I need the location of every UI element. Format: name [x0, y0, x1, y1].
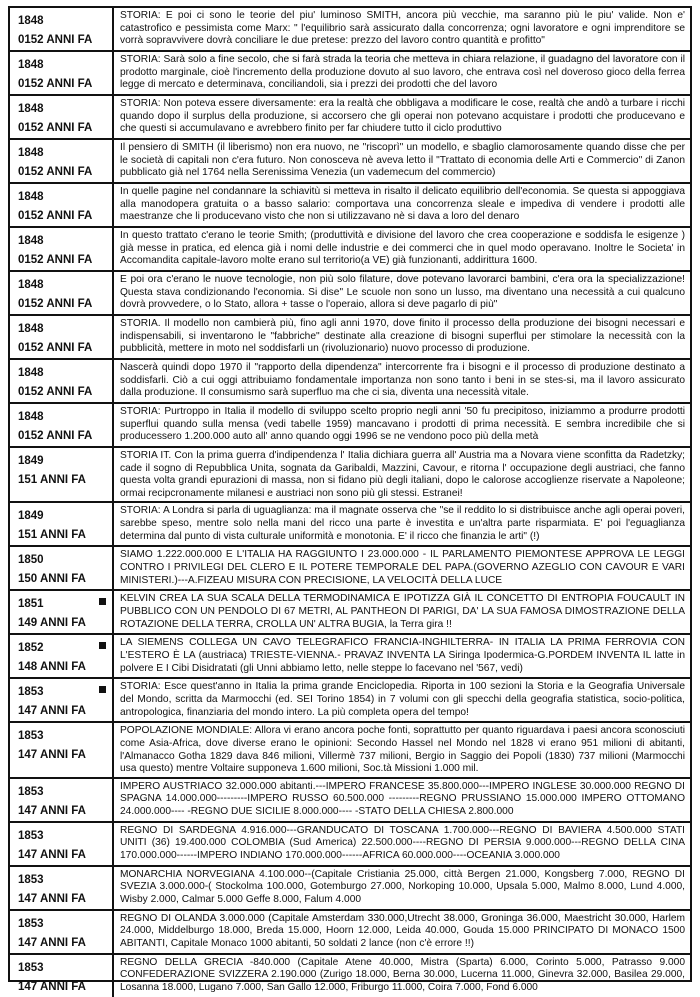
- date-cell: [10, 723, 114, 776]
- years-ago: 147 ANNI FA: [18, 705, 86, 718]
- table-row: [10, 911, 690, 955]
- entry-text-content: STORIA: E poi ci sono le teorie del piu' luminoso SMITH, ancora più vecchie, ma saranno più le piu' valide. Non e' catastrofico e pessimista come Marx: " l'equilibrio sarà assicurato dalla concorrenza; ogni lavoratore e ogni imprenditore se vorrà sopravvivere dovrà conciliare le due pretese: prezzo del lavoro contro quantità e profitto": [120, 10, 685, 47]
- table-row: [10, 272, 690, 316]
- years-ago: 148 ANNI FA: [18, 661, 86, 674]
- years-ago: 151 ANNI FA: [18, 474, 86, 486]
- entry-text: [114, 316, 690, 358]
- year: 1849: [18, 455, 44, 467]
- years-ago: 0152 ANNI FA: [18, 298, 93, 310]
- year: 1853: [18, 829, 44, 842]
- table-row: [10, 867, 690, 911]
- year: 1848: [18, 279, 44, 291]
- years-ago: 147 ANNI FA: [18, 980, 86, 993]
- table-row: [10, 635, 690, 679]
- table-row: [10, 823, 690, 867]
- years-ago: 147 ANNI FA: [18, 892, 86, 905]
- entry-text-content: In questo trattato c'erano le teorie Smith; (produttività e divisione del lavoro che crea cooperazione e soddisfa le esigenze ) già messe in pratica, ed elenca già i nomi delle industrie e dei commerci che in quel modo operavano. Inoltre le Societa' in Accomandita capitale-lavoro molte erano sul territorio(a VE) già funzionanti, addirittura 1600.: [120, 230, 685, 267]
- years-ago: 147 ANNI FA: [18, 848, 86, 861]
- year: 1850: [18, 554, 44, 567]
- entry-text: [114, 591, 690, 633]
- date-cell: [10, 503, 114, 545]
- years-ago: 149 ANNI FA: [18, 617, 86, 630]
- table-row: [10, 96, 690, 140]
- entry-text-content: REGNO DI OLANDA 3.000.000 (Capitale Amsterdam 330.000,Utrecht 38.000, Groninga 36.000, Maestricht 30.000, Harlem 24.000, Middelburgo 18.000, Breda 15.000, Hoorn 12.000, Leida 40.000, Gouda 15.000 PRINCIPATO DI MONACO 1500 ABITANTI, Capitale Monaco 1000 abitanti, 50 soldati 2 lance (non c'è errore !!): [120, 912, 685, 949]
- entry-text: [114, 955, 690, 997]
- entry-text: [114, 8, 690, 50]
- table-row: [10, 8, 690, 52]
- entry-text: [114, 867, 690, 909]
- entry-text-content: STORIA. Il modello non cambierà più, fino agli anni 1970, dove finito il processo della produzione dei bisogni necessari e indispensabili, si inventarono le "fabbriche" destinate alla creazione di bisogni superflui per stimolare la necessità con la pubblicità, mettere in moto nel soddisfarli un (rivoluzionario) nuovo processo di produzione.: [120, 318, 685, 355]
- entry-text-content: REGNO DI SARDEGNA 4.916.000---GRANDUCATO DI TOSCANA 1.700.000---REGNO DI BAVIERA 4.500.000 STATI UNITI (36) 19.400.000 COLOMBIA (Sud America) 22.500.000----REGNO DI PERSIA 9.000.000---REGNO DELLA CINA 170.000.000------IMPERO INDIANO 170.000.000------AFRICA 60.000.000----OCEANIA 3.000.000: [120, 824, 685, 861]
- date-cell: [10, 823, 114, 865]
- table-row: [10, 679, 690, 723]
- entry-text-content: REGNO DELLA GRECIA -840.000 (Capitale Atene 40.000, Mistra (Sparta) 6.000, Corinto 5.000, Patrasso 9.000 CONFEDERAZIONE SVIZZERA 2.190.000 (Zurigo 18.000, Berna 30.000, Lucerna 11.000, Ginevra 32.000, Basilea 29.000, Losanna 18.000, Lugano 7.000, San Gallo 12.000, Friburgo 11.000, Coira 7.000, Fond 6.000: [120, 956, 685, 993]
- date-cell: [10, 679, 114, 721]
- years-ago: 0152 ANNI FA: [18, 430, 93, 442]
- entry-text: [114, 52, 690, 94]
- years-ago: 151 ANNI FA: [18, 529, 86, 542]
- entry-text-content: In quelle pagine nel condannare la schiavitù si metteva in risalto il delicato equilibrio dell'economia. Se questa si appoggiava alla manodopera gratuita o a basso salario: comportava una concorrenza sleale e impediva di vendere i prodotti alle maestranze che li producevano visto che non si utilizzavano nè si dava a loro del denaro: [120, 186, 685, 223]
- year: 1848: [18, 103, 44, 115]
- year: 1853: [18, 961, 44, 974]
- entry-text: [114, 823, 690, 865]
- entry-text-content: MONARCHIA NORVEGIANA 4.100.000--(Capitale Cristiania 25.000, città Bergen 21.000, Kongsberg 7.000, REGNO DI SVEZIA 3.000.000-( Stockolma 100.000, Gotemburgo 27.000, Norkoping 10.000, Upsala 5.000, Malmo 8.000, Lund 4.000, Wisby 2.000, Calmar 5.000 Geffe 8.000, Falum 4.000: [120, 868, 685, 905]
- year: 1848: [18, 147, 44, 159]
- entry-text-content: E poi ora c'erano le nuove tecnologie, non più solo filature, dove potevano lavorarci bambini, c'era ora la specializzazione! Questa stava condizionando l'economia. Si dise" Le scuole non sono un lusso, ma diventano una necessità a cui qualcuno dovrà provvedere, o lo Stato, allora + tasse o l'operaio, allora si deve pagarlo di più": [120, 274, 685, 311]
- entry-text-content: KELVIN CREA LA SUA SCALA DELLA TERMODINAMICA E IPOTIZZA GIÀ IL CONCETTO DI ENTROPIA FOUCAULT IN PUBBLICO CON UN PENDOLO DI 67 METRI, AL PANTHEON DI PARIGI, DA' LA SUA FAMOSA DIMOSTRAZIONE DELLA ROTAZIONE DELLA TERRA, CROLLA UN' ALTRA BUGIA, la Terra gira !!: [120, 593, 685, 630]
- table-row: [10, 140, 690, 184]
- table-row: [10, 316, 690, 360]
- entry-text: [114, 228, 690, 270]
- entry-text: [114, 911, 690, 953]
- date-cell: [10, 228, 114, 270]
- date-cell: [10, 360, 114, 402]
- year: 1853: [18, 686, 44, 699]
- entry-text-content: LA SIEMENS COLLEGA UN CAVO TELEGRAFICO FRANCIA-INGHILTERRA- IN ITALIA LA PRIMA FERROVIA CON L'ESTERO È LA (austriaca) TRIESTE-VIENNA.- PRAVAZ INVENTA LA Siringa Ipodermica-G.PORDEM INVENTA IL latte in polvere E I Cibi Disidratati (gli Unni abbiamo letto, nelle steppe lo facevano nel '567, vedi): [120, 637, 685, 674]
- entry-text-content: Nascerà quindi dopo 1970 il "rapporto della dipendenza" intercorrente fra i bisogni e il processo di produzione destinato a soddisfarli. Ciò a cui oggi attribuiamo fondamentale importanza non sono tanto i beni in se stes-si, ma il lavoro assicurato dalla produzione. Il consumismo sarà superfluo ma che ci sia, diventa una necessità vitale.: [120, 362, 685, 399]
- year: 1849: [18, 510, 44, 523]
- table-row: [10, 723, 690, 778]
- entry-text-content: STORIA: Esce quest'anno in Italia la prima grande Enciclopedia. Riporta in 100 sezioni la Storia e la Geografia Universale del Mondo, scritta da Marmocchi (ed. SEI Torino 1854) in 7 volumi con gli specchi della geografia statistica, socio-politica, antropologica, finanziaria del mondo intero. La più completa opera del tempo!: [120, 681, 685, 718]
- year: 1848: [18, 367, 44, 379]
- years-ago: 147 ANNI FA: [18, 804, 86, 817]
- entry-text-content: Il pensiero di SMITH (il liberismo) non era nuovo, ne "riscoprì" un modello, e sbaglio clamorosamente quando disse che per le società di capitali non c'era futuro. Non conosceva nè aveva letto il "Trattato di economia delle Arti e Commercio" di Zanon pubblicato già nel 1764 nella Serenissima Venezia (un vademecum del commercio): [120, 142, 685, 179]
- date-cell: [10, 779, 114, 821]
- entry-text-content: IMPERO AUSTRIACO 32.000.000 abitanti.---IMPERO FRANCESE 35.800.000---IMPERO INGLESE 30.000.000 REGNO DI SPAGNA 14.000.000---------IMPERO RUSSO 60.500.000 ---------REGNO PRUSSIANO 15.000.000 IMPERO OTTOMANO 24.000.000---- -REGNO DUE SICILIE 8.000.000---- -STATO DELLA CHIESA 2.800.000: [120, 780, 685, 817]
- table-row: [10, 228, 690, 272]
- table-row: [10, 360, 690, 404]
- year: 1848: [18, 15, 44, 27]
- entry-text: [114, 96, 690, 138]
- year: 1848: [18, 411, 44, 423]
- entry-text: [114, 503, 690, 545]
- table-row: [10, 503, 690, 547]
- entry-text: [114, 272, 690, 314]
- date-cell: [10, 404, 114, 446]
- table-row: [10, 547, 690, 591]
- date-cell: [10, 96, 114, 138]
- date-cell: [10, 867, 114, 909]
- date-cell: [10, 272, 114, 314]
- bullet-marker: [99, 598, 106, 605]
- entry-text-content: STORIA: A Londra si parla di uguaglianza: ma il magnate osserva che "se il reddito lo si distribuisce anche agli operai poveri, sarebbe speso, mentre solo nella mani del ricco una parte è investita e un'altra parte risparmiata. E' poi l'eguaglianza determina dal punto di vista culturale uniformità e monotonia. E' il ricco che finanzia le arti" (!): [120, 505, 685, 542]
- year: 1848: [18, 59, 44, 71]
- bullet-marker: [99, 642, 106, 649]
- table-row: [10, 404, 690, 448]
- years-ago: 0152 ANNI FA: [18, 254, 93, 266]
- entry-text: [114, 184, 690, 226]
- years-ago: 0152 ANNI FA: [18, 166, 93, 178]
- date-cell: [10, 591, 114, 633]
- year: 1848: [18, 191, 44, 203]
- bullet-marker: [99, 686, 106, 693]
- year: 1853: [18, 873, 44, 886]
- years-ago: 150 ANNI FA: [18, 573, 86, 586]
- year: 1853: [18, 785, 44, 798]
- date-cell: [10, 184, 114, 226]
- entry-text: [114, 723, 690, 776]
- date-cell: [10, 8, 114, 50]
- table-row: [10, 184, 690, 228]
- years-ago: 0152 ANNI FA: [18, 210, 93, 222]
- entry-text-content: STORIA: Purtroppo in Italia il modello di sviluppo scelto proprio negli anni '50 fu precipitoso, iniziammo a produrre prodotti superflui quando sulla mensa (vedi tabelle 1959) mancavano i prodotti di prima necessità. E sembra incredibile che si producessero 1.200.000 auto all' anno quando oggi 1996 se ne vendono poco più della metà: [120, 406, 685, 443]
- table-row: [10, 591, 690, 635]
- table-row: [10, 448, 690, 503]
- date-cell: [10, 140, 114, 182]
- entry-text: [114, 140, 690, 182]
- date-cell: [10, 52, 114, 94]
- entry-text: [114, 547, 690, 589]
- date-cell: [10, 955, 114, 997]
- entry-text: [114, 635, 690, 677]
- table-row: [10, 52, 690, 96]
- entry-text: [114, 404, 690, 446]
- years-ago: 0152 ANNI FA: [18, 342, 93, 354]
- year: 1852: [18, 642, 44, 655]
- entry-text: [114, 360, 690, 402]
- entry-text: [114, 779, 690, 821]
- entry-text-content: STORIA: Sarà solo a fine secolo, che si farà strada la teoria che metteva in chiara relazione, il guadagno del lavoratore con il prodotto marginale, cioè l'incremento della produzione dovuto al suo lavoro, che entrava così nel doveroso gioco della ferrea legge di mercato e determinava, conciliandoli, sia i prezzi dei prodotti che del lavoro: [120, 54, 685, 91]
- date-cell: [10, 316, 114, 358]
- years-ago: 147 ANNI FA: [18, 749, 86, 762]
- entry-text-content: POPOLAZIONE MONDIALE: Allora vi erano ancora poche fonti, soprattutto per quanto riguardava i paesi ancora sconosciuti come Asia-Africa, dove diverse erano le opinioni: Secondo Hassel nel Mondo nel 1828 vi erano 951 milioni di abitanti, l'Almanacco Gotha 1829 dava 846 milioni, Villermè 737 milioni, Bergio in Saggio dei Popoli (1830) 737 milioni (Marmocchi usa questo) mentre Voltaire supponeva 1.600 milioni, Soc.tà Missioni 1.000 mil.: [120, 725, 685, 775]
- years-ago: 0152 ANNI FA: [18, 122, 93, 134]
- year: 1851: [18, 598, 44, 611]
- years-ago: 147 ANNI FA: [18, 936, 86, 949]
- table-row: [10, 779, 690, 823]
- years-ago: 0152 ANNI FA: [18, 386, 93, 398]
- year: 1853: [18, 917, 44, 930]
- date-cell: [10, 448, 114, 501]
- year: 1848: [18, 235, 44, 247]
- entry-text: [114, 448, 690, 501]
- years-ago: 0152 ANNI FA: [18, 34, 93, 46]
- year: 1853: [18, 730, 44, 743]
- entry-text-content: STORIA IT. Con la prima guerra d'indipendenza l' Italia dichiara guerra all' Austria ma a Novara viene sconfitta da Radetzky; cade il sogno di Repubblica Unita, sognata da Garibaldi, Mazzini, Cavour, e ritorna l' occupazione degli austriaci, che fanno questa volta grandi epurazioni di massa, non si fidano più degli italiani, dopo le calorose accoglienze riservate a Napoleone; ormai recipcronamente milanesi e austriaci non sono più gli stessi. Estranei!: [120, 450, 685, 499]
- years-ago: 0152 ANNI FA: [18, 78, 93, 90]
- entry-text-content: STORIA: Non poteva essere diversamente: era la realtà che obbligava a modificare le cose, realtà che andò a turbare i ricchi quando dopo il surplus della produzione, si accorsero che gli operai non potevano acquistare i prodotti che producevano e che questi si accumulavano e avrebbero finito per far chiudere tutto il ciclo produttivo: [120, 98, 685, 135]
- year: 1848: [18, 323, 44, 335]
- date-cell: [10, 547, 114, 589]
- entry-text-content: SIAMO 1.222.000.000 E L'ITALIA HA RAGGIUNTO I 23.000.000 - IL PARLAMENTO PIEMONTESE APPROVA LE LEGGI CONTRO I PRIVILEGI DEL CLERO E IL POTERE TEMPORALE DEL PAPA.(GOVERNO AZEGLIO CON CAVOUR E VARI MINISTERI.)---A.FIZEAU MISURA CON PRECISIONE, LA VELOCITÀ DELLA LUCE: [120, 549, 685, 586]
- date-cell: [10, 911, 114, 953]
- table-row: [10, 955, 690, 997]
- timeline-table: [8, 6, 692, 993]
- date-cell: [10, 635, 114, 677]
- entry-text: [114, 679, 690, 721]
